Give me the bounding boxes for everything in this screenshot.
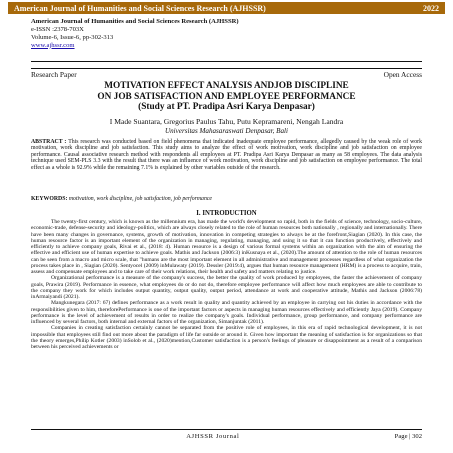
- journal-website-link[interactable]: www.ajhssr.com: [31, 41, 75, 49]
- header-band-title: American Journal of Humanities and Social Sciences Research (AJHSSR): [14, 3, 266, 13]
- keywords: [31, 196, 422, 202]
- article-type-row: [31, 70, 422, 79]
- journal-title: American Journal of Humanities and Social Sciences Research (AJHSSR): [31, 18, 239, 25]
- access-type: Open Access: [383, 70, 422, 79]
- paper-title: [20, 81, 433, 113]
- abstract: [31, 139, 422, 171]
- journal-header-band: [8, 2, 445, 14]
- keywords-text: motivation, work discipline, job satisfaction, job performance: [68, 196, 212, 202]
- introduction-body: [31, 219, 422, 426]
- title-line-3: (Study at PT. Pradipa Asri Karya Denpasar): [138, 102, 315, 113]
- title-line-2: ON JOB SATISFACTION AND EMPLOYEE PERFORMANCE: [97, 91, 356, 102]
- body-paragraph: The twenty-first century, which is known as the millennium era, has made the world's development so rapid, both in the fields of science, technology, socio-culture, economic-trade, defense-security and ideology-politics, which are always closely related to the role of human resources both nationally , regionally and internationally. There have been many changes in governance, systems, growth of motivation, innovation in competing strategies to always be at the forefront,Siagian (2020). In this case, the human resource factor is an important element of the organization in managing, regulating, managing, and using it so that it can function productively, effectively and efficiently to achieve company goals, Rivai et al., (2018: 4). Human resource is a design of various formal systems within an organization with the aim of ensuring the effective and efficient use of human expertise to achieve goals. Mathis and Jackson (2006:3) inKusnaya et al., (2020).The amount of attention to the role of human resources can be seen from a macro and micro scale, that "humans are the most important element in all administrative and management processes regardless of what organization the process takes place in , Siagian (2020). Sentyocel (2009) inMulawaty (2019). Dessler (2019:4), argues that human resource management (HRM) is a process to acquire, train, assess and compensate employees and to take care of their work relations, their health and safety and matters relating to justice.: [31, 219, 422, 275]
- body-paragraph: Organizational performance is a measure of the company's success, the better the quality of work produced by employees, the faster the achievement of company goals, Prawira (2019). Performance in essence, what employees do or do not do, therefore employee performance will affect how much employees are able to contribute to the company they work for which includes output quantity, output quality, output period, attendance at work and cooperative attitude, Mathis and Jackson (2006:78) inArmaiyandi (2021).: [31, 275, 422, 300]
- footer-page-number: Page | 302: [394, 433, 422, 440]
- footer-rule: [31, 429, 422, 430]
- paper-affiliation: Universitas Mahasaraswati Denpasar, Bali: [165, 127, 288, 135]
- page-footer: [31, 433, 422, 440]
- footer-journal: AJHSSR Journal: [186, 433, 240, 440]
- abstract-label: ABSTRACT :: [31, 139, 67, 145]
- header-rule-top: [31, 61, 422, 62]
- journal-issn: e-ISSN :2378-703X: [31, 25, 84, 33]
- body-paragraph: Companies in creating satisfaction certainly cannot be separated from the positive role of employees, in this era of rapid technological development, it is not impossible that employees still find out more about the paradigm of life far outside or around it. Given how important the meaning of satisfaction is for organizations so that the theory emerges,Philip Kotler (2003) inSolob et al., (2020)mention,Customer satisfaction is a person's feelings of pleasure or disappointment as a result of a comparison between his perceived achievements or: [31, 325, 422, 350]
- article-type: Research Paper: [31, 70, 77, 79]
- keywords-label: KEYWORDS:: [31, 196, 68, 202]
- paper-authors: I Made Suantara, Gregorius Paulus Tahu, Putu Kepramareni, Nengah Landra: [109, 117, 344, 126]
- journal-meta: [31, 18, 239, 50]
- title-line-1: MOTIVATION EFFECT ANALYSIS ANDJOB DISCIPLINE: [104, 81, 349, 91]
- introduction-heading: I. INTRODUCTION: [196, 210, 257, 217]
- abstract-text: This research was conducted based on field phenomena that indicated inadequate employee performance, allegedly caused by the weak role of work motivation, work discipline and job satisfaction. This study aims to analyze the effect of work motivation, work discipline and job satisfaction on employee performance. Causal associative research method with respondents all employees at PT. Pradipa Asri Karya Denpasar as many as 58 employees. The data analysis technique used SEM-PLS 3.3 with the result that there was an influence of work motivation, work discipline and job satisfaction on employee performance. The total effect as a whole is 92.9% while the remaining 7.1% is explained by other variables outside of the research.: [31, 139, 422, 171]
- header-rule-bottom: [31, 68, 422, 69]
- journal-volume: Volume-6, Issue-6, pp-302-313: [31, 33, 114, 41]
- body-paragraph: Mangkunegara (2017: 67) defines performance as a work result in quality and quantity achieved by an employee in carrying out his duties in accordance with the responsibilities given to him, thereforePerformance is one of the important factors or aspects in managing human resources effectively and efficiently Jaya (2019). Company performance is the level of achievement of results in order to realize the company's goals. Individual performance, group performance, and company performance are influenced by several factors, both internal and external factors of the organization, Simanjuntak (2011).: [31, 300, 422, 325]
- header-band-year: 2022: [423, 3, 439, 13]
